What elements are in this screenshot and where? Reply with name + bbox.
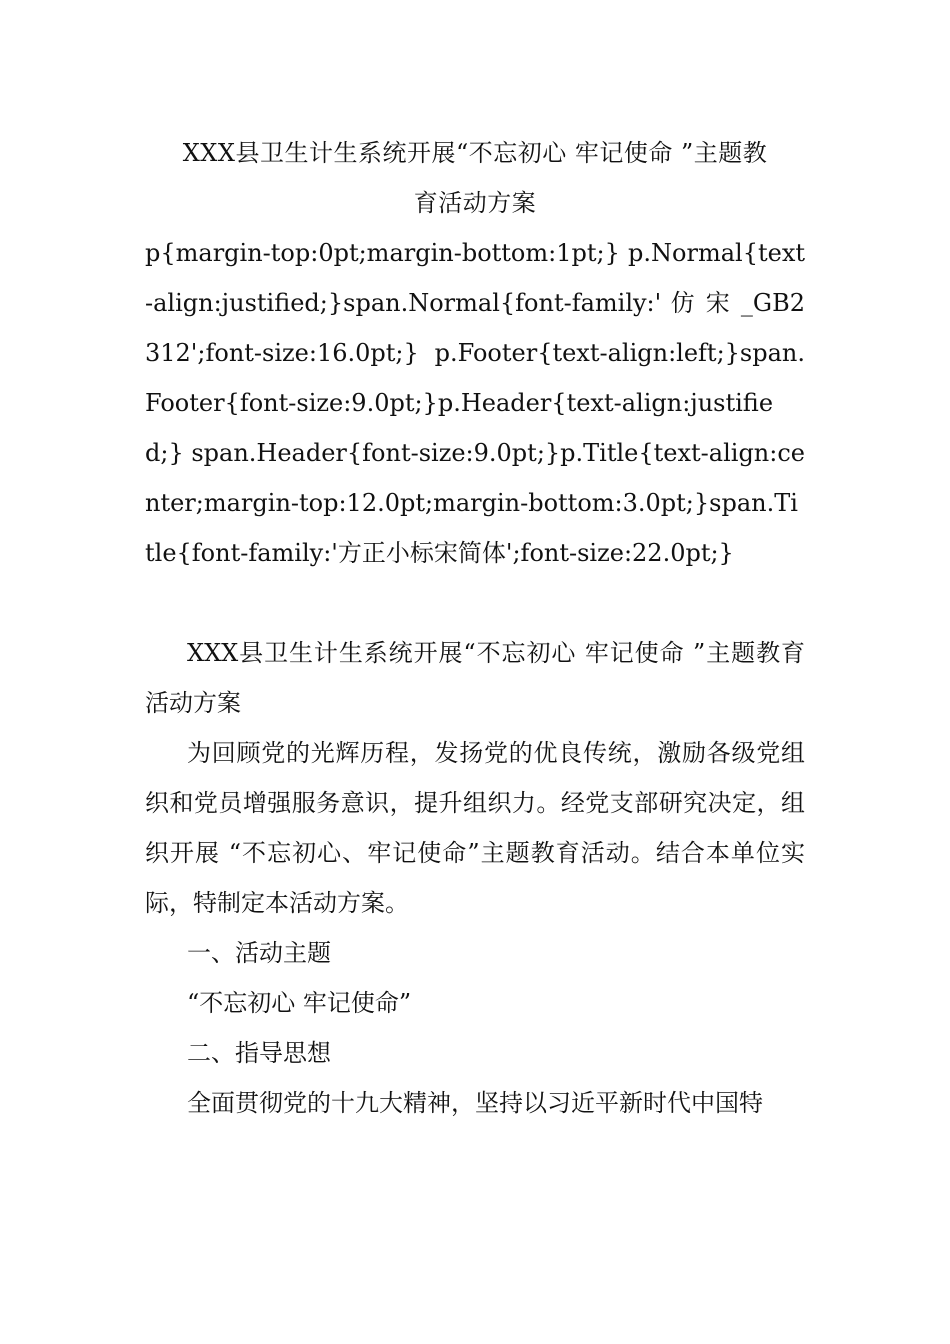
- section-1-text: “不忘初心 牢记使命”: [187, 989, 412, 1017]
- intro-paragraph: 为回顾党的光辉历程，发扬党的优良传统，激励各级党组织和党员增强服务意识，提升组织力。经党支部研究决定，组织开展 “不忘初心、牢记使命”主题教育活动。结合本单位实际，特制定本活动方案。: [145, 739, 805, 917]
- blank-line: [145, 578, 805, 628]
- css-style-text: p{margin-top:0pt;margin-bottom:1pt;} p.Normal{text-align:justified;}span.Normal{font-family:' 仿 宋 _GB2312';font-size:16.0pt;} p.Footer{text-align:left;}span.Footer{font-size:9.0pt;}p.Header{text-align:justified;} span.Header{font-size:9.0pt;}p.Title{text-align:center;margin-top:12.0pt;margin-bottom:3.0pt;}span.Title{font-family:'方正小标宋简体';font-size:22.0pt;}: [145, 239, 805, 567]
- body-title: XXX县卫生计生系统开展“不忘初心 牢记使命 ”主题教育活动方案: [145, 639, 805, 717]
- section-2-text: 全面贯彻党的十九大精神，坚持以习近平新时代中国特: [187, 1089, 763, 1117]
- document-page: [145, 128, 805, 1128]
- document-title-line-1: XXX县卫生计生系统开展“不忘初心 牢记使命 ”主题教: [182, 139, 768, 167]
- section-2-heading: 二、指导思想: [187, 1039, 331, 1067]
- document-title-line-2: 育活动方案: [413, 189, 537, 217]
- section-1-heading: 一、活动主题: [187, 939, 331, 967]
